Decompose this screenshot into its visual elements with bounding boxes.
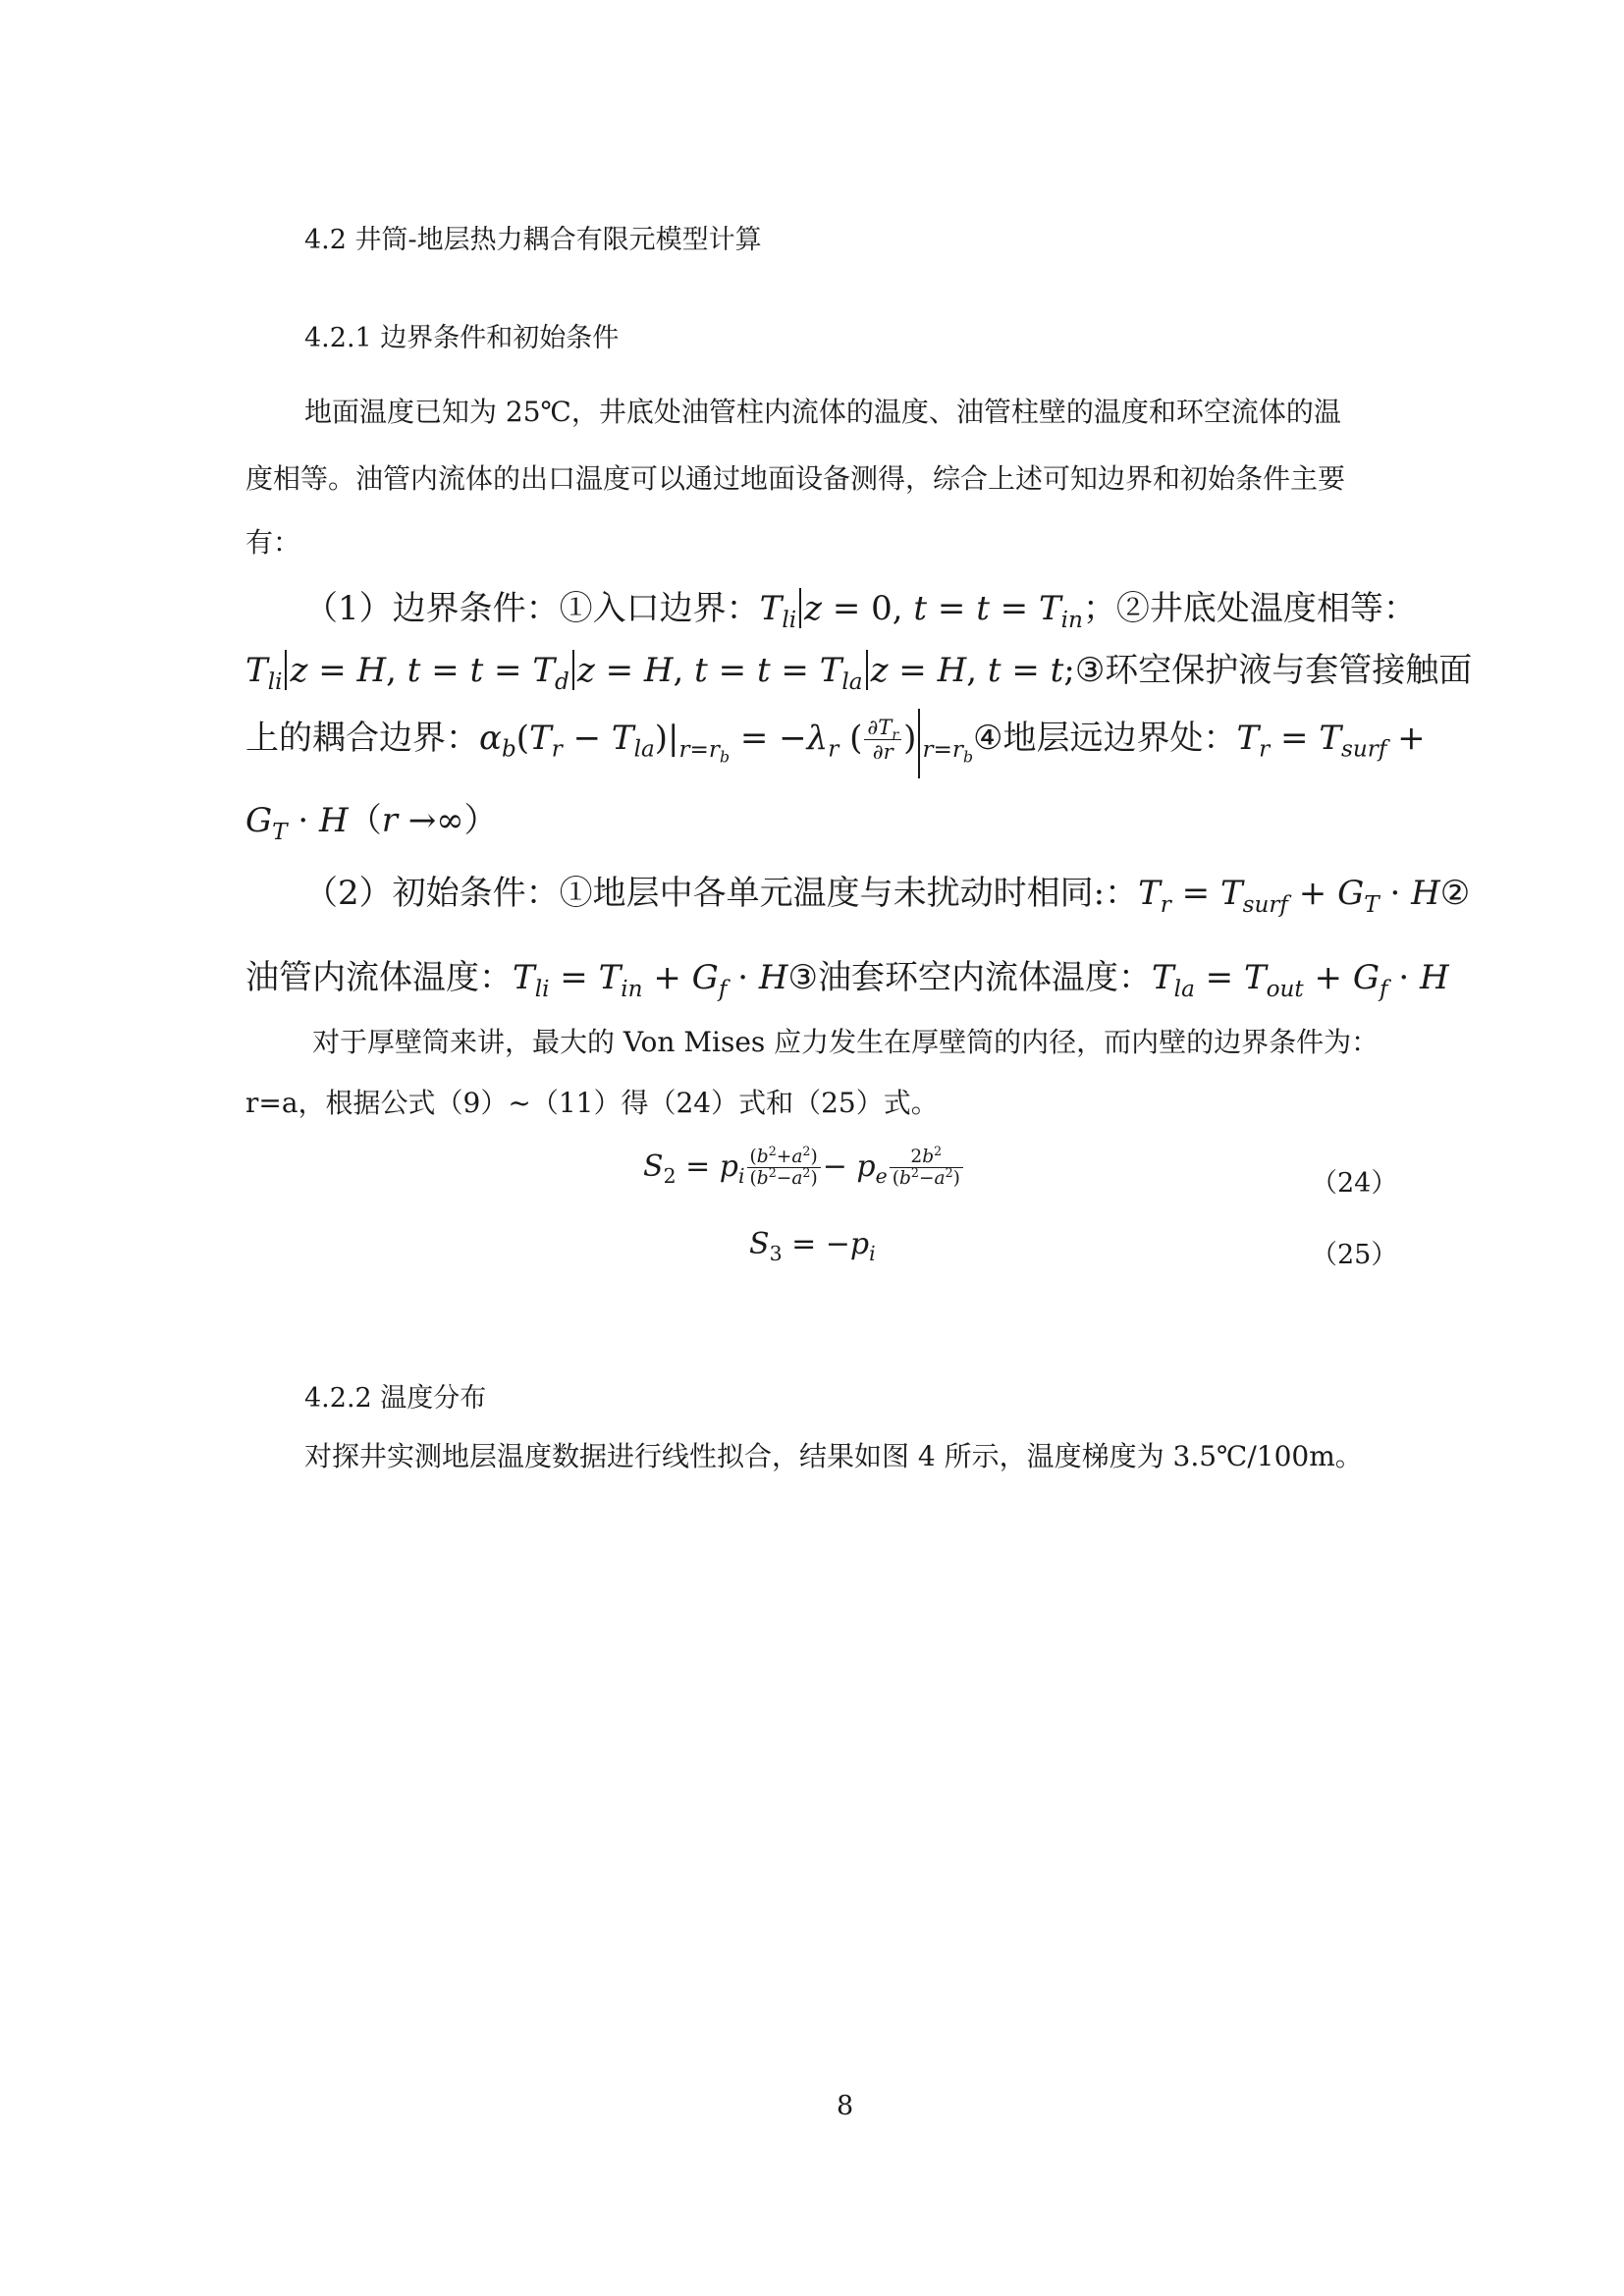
section-4-2-1-title: 4.2.1 边界条件和初始条件 — [304, 323, 620, 353]
paragraph-line: 地面温度已知为 25℃，井底处油管柱内流体的温度、油管柱壁的温度和环空流体的温 — [304, 396, 1341, 428]
initial-condition-line-2: 油管内流体温度：$T_{li} = T_{in} + G_f$ · H③油套环空内流体温度：$T_{la} = T_{out} + G_f \cdot H$ — [245, 958, 1449, 1002]
section-4-2-title: 4.2 井筒-地层热力耦合有限元模型计算 — [304, 225, 762, 255]
section-4-2-2-title: 4.2.2 温度分布 — [304, 1383, 487, 1414]
paragraph-line: 对于厚壁筒来讲，最大的 Von Mises 应力发生在厚壁筒的内径，而内壁的边界条件为： — [312, 1026, 1380, 1058]
bc-intro-text: （1）边界条件：①入口边界： — [304, 589, 760, 628]
ic-text-2: 油管内流体温度： — [245, 958, 513, 997]
bc-text-2: ；②井底处温度相等： — [1082, 589, 1417, 628]
bc-text-5: ④地层远边界处： — [973, 718, 1237, 758]
ic-intro-text: （2）初始条件：①地层中各单元温度与未扰动时相同:： — [304, 874, 1139, 913]
boundary-condition-line-4: $G_T \cdot H(r$ →∞） — [245, 801, 498, 845]
bc-text-4: 上的耦合边界： — [245, 718, 479, 758]
paragraph-line: 对探井实测地层温度数据进行线性拟合，结果如图 4 所示，温度梯度为 3.5℃/100m。 — [304, 1440, 1363, 1472]
equation-25-number: （25） — [1311, 1240, 1398, 1270]
bc-text-3: ③环空保护液与套管接触面 — [1074, 651, 1473, 690]
paragraph-line: 度相等。油管内流体的出口温度可以通过地面设备测得，综合上述可知边界和初始条件主要 — [245, 462, 1346, 495]
equation-24-number: （24） — [1311, 1168, 1398, 1199]
equation-25: $S_3 = -p_i$ — [749, 1227, 876, 1265]
ic-text-3: ③油套环空内流体温度： — [787, 958, 1152, 997]
boundary-condition-line-3: 上的耦合边界：$\alpha_b(T_r - T_{la})|_{r=r_b} = -\lambda_r$ ( $\frac{\partial T_r}{\partial r}$ ) $_{r=r_b}$④地层远边界处：$T_r = T_{surf}$ + — [245, 709, 1384, 778]
page-number: 8 — [837, 2091, 854, 2121]
boundary-condition-line-1: （1）边界条件：①入口边界：$T_{li}$ z = 0, $t = t = T_{in}$；②井底处温度相等： — [304, 589, 1417, 633]
boundary-condition-line-2: $T_{li}$ z = H, $t = t = T_d$ z = H, $t = t = T_{la}$ z = H, t = t;③环空保护液与套管接触面 — [245, 651, 1473, 695]
paragraph-line: 有： — [245, 526, 301, 559]
paragraph-line: r=a，根据公式（9）~（11）得（24）式和（25）式。 — [245, 1087, 939, 1119]
initial-condition-line-1: （2）初始条件：①地层中各单元温度与未扰动时相同:：$T_r = T_{surf} + G_T$ · H② — [304, 874, 1471, 918]
equation-24: $S_2 = p_i$ $\frac{(b^2+a^2)}{(b^2-a^2)}$ − $p_e$ $\frac{2b^2}{(b^2-a^2)}$ — [643, 1147, 965, 1190]
